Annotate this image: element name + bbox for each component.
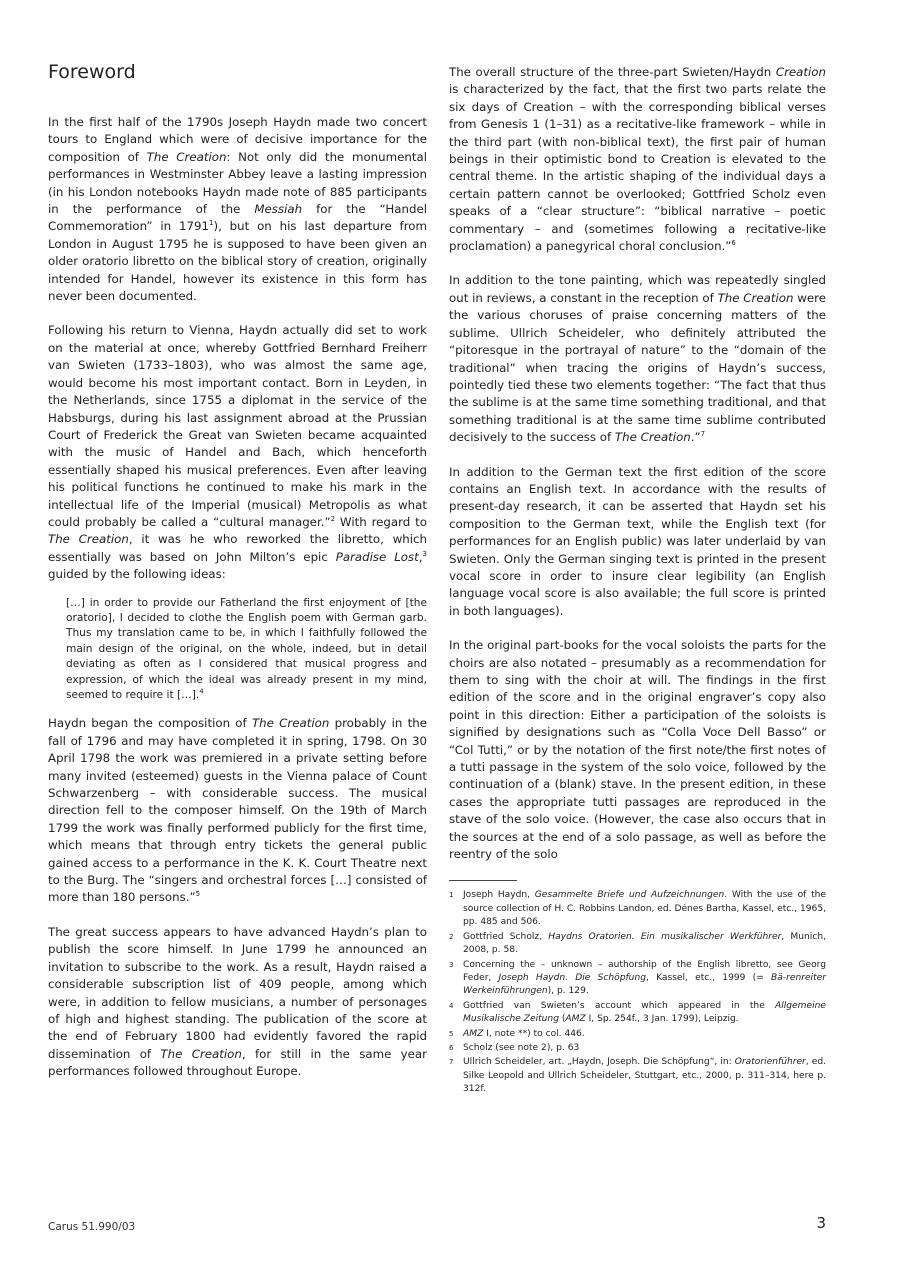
footnote: 6 Scholz (see note 2), p. 63	[449, 1042, 580, 1053]
footnote-ref: 7	[700, 430, 706, 439]
footnote-ref: 6	[731, 239, 736, 248]
footnote-ref: 1	[209, 219, 214, 228]
catalog-number: Carus 51.990/03	[48, 1221, 136, 1233]
footnote: 2 Gottfried Scholz, Haydns Oratorien. Ein musikalischer Werkführer, Munich, 2008, p. 58.	[449, 931, 826, 956]
footnote-ref: 3	[422, 549, 427, 558]
footnote-divider	[449, 880, 517, 881]
right-column	[449, 64, 826, 1098]
paragraph: In addition to the German text the first edition of the score contains an English text. In accordance with the results of present-day research, it can be asserted that Haydn set his composition to the German text, while the English text (for performances for an English public) was later underlaid by van Swieten. Only the German singing text is printed in the present vocal score in order to insure clear legibility (an English language vocal score is also available; the full score is printed in both languages).	[449, 464, 826, 618]
footnote: 7 Ullrich Scheideler, art. „Haydn, Joseph. Die Schöpfung“, in: Oratorienführer, ed. Silke Leopold and Ullrich Scheideler, Stuttgart, etc., 2000, p. 311–314, here p. 312f.	[449, 1057, 826, 1095]
footnote-ref: 2	[330, 515, 336, 524]
paragraph: In addition to the tone painting, which was repeatedly singled out in reviews, a constant in the reception of The Creation were the various choruses of praise concerning matters of the sublime. Ullrich Scheideler, who definitely attributed the “pitoresque in the portrayal of nature” to the “domain of the traditional” when tracing the origins of Haydn’s success, pointedly tied these two elements together: “The fact that thus the sublime is at the same time something traditional, and that something traditional is at the same time sublime contributed decisively to the success of The Creation.”$^7$	[449, 273, 826, 445]
paragraph: Following his return to Vienna, Haydn actually did set to work on the material at once, whereby Gottfried Bernhard Freiherr van Swieten (1733–1803), who was almost the same age, would become his most important contact. Born in Leyden, in the Netherlands, since 1755 a diplomat in the service of the Habsburgs, during his last assignment abroad at the Prussian Court of Frederick the Great van Swieten became acquainted with the music of Handel and Bach, which henceforth essentially shaped his musical preferences. Even after leaving his political functions he continued to make his mark in the intellectual life of the Imperial (musical) Metropolis as what could probably be called a “cultural manager.”$^2$ With regard to The Creation, it was he who reworked the libretto, which essentially was based on John Milton’s epic Paradise Lost,$^3$ guided by the following ideas:	[48, 323, 428, 582]
footnote-ref: 5	[195, 890, 201, 899]
footnote: 3 Concerning the – unknown – authorship of the English libretto, see Georg Feder, Joseph Haydn. Die Schöpfung, Kassel, etc., 1999 (= Bä-renreiter Werkeinführungen), p. 129.	[449, 959, 826, 997]
footnote-ref: 4	[199, 687, 204, 696]
footnotes	[449, 889, 826, 1096]
page-number: 3	[816, 1214, 826, 1232]
block-quote: […] in order to provide our Fatherland the first enjoyment of [the oratorio], I decided to clothe the English poem with German garb. Thus my translation came to be, in which I faithfully followed the main design of the original, on the whole, indeed, but in detail deviating as often as I considered that musical progress and expression, of which the ideal was already present in my mind, seemed to require it […].$^4$	[66, 596, 427, 701]
footnote: 1 Joseph Haydn, Gesammelte Briefe und Aufzeichnungen. With the use of the source collection of H. C. Robbins Landon, ed. Dénes Bartha, Kassel, etc., 1965, pp. 485 and 506.	[449, 890, 826, 928]
paragraph: The overall structure of the three-part Swieten/Haydn Creation is characterized by the fact, that the first two parts relate the six days of Creation – with the corresponding biblical verses from Genesis 1 (1–31) as a recitative-like framework – while in the third part (with non-biblical text), the first pair of human beings in their optimistic bond to Creation is elevated to the central theme. In the artistic shaping of the individual days a certain pattern cannot be overlooked; Gottfried Scholz even speaks of a “clear structure”: “biblical narrative – poetic commentary – and (sometimes following a recitative-like proclamation) a panegyrical choral conclusion.”$^6$	[449, 65, 826, 254]
paragraph: Haydn began the composition of The Creation probably in the fall of 1796 and may have completed it in spring, 1798. On 30 April 1798 the work was premiered in a private setting before many invited (esteemed) guests in the Vienna palace of Count Schwarzenberg – with considerable success. The musical direction fell to the composer himself. On the 19th of March 1799 the work was finally performed publicly for the first time, which means that through entry tickets the general public gained access to a performance in the K. K. Court Theatre next to the Burg. The “singers and orchestral forces […] consisted of more than 180 persons.”$^5$	[48, 716, 427, 905]
left-column	[48, 60, 427, 1098]
paragraph: The great success appears to have advanced Haydn’s plan to publish the score himself. In June 1799 he announced an invitation to subscribe to the work. As a result, Haydn raised a considerable subscription list of 409 people, among which were, in addition to fellow musicians, a number of personages of high and highest standing. The publication of the score at the end of February 1800 had evidently favored the rapid dissemination of The Creation, for still in the same year performances followed throughout Europe.	[48, 924, 427, 1079]
page-title: Foreword	[48, 61, 136, 83]
paragraph: In the first half of the 1790s Joseph Haydn made two concert tours to England which were of decisive importance for the composition of The Creation: Not only did the monumental performances in Westminster Abbey leave a lasting impression (in his London notebooks Haydn made note of 885 participants in the performance of the Messiah for the “Handel Commemoration” in 1791$^1$), but on his last departure from London in August 1795 he is supposed to have been given an older oratorio libretto on the biblical story of creation, originally intended for Handel, however its existence in this form has never been documented.	[48, 115, 427, 304]
paragraph: In the original part-books for the vocal soloists the parts for the choirs are also notated – presumably as a recommendation for them to sing with the choir at will. The findings in the first edition of the score and in the original engraver’s copy also point in this direction: Either a participation of the soloists is signified by designations such as “Colla Voce Dell Basso” or “Col Tutti,” or by the notation of the first note/the first notes of a tutti passage in the system of the solo voice, followed by the continuation of a (blank) stave. In the present edition, in these cases the appropriate tutti passages are reproduced in the stave of the solo voice. (However, the case also occurs that in the sources at the end of a solo passage, as well as before the reentry of the solo	[449, 638, 826, 862]
footnote: 4 Gottfried van Swieten’s account which appeared in the Allgemeine Musikalische Zeitung (AMZ I, Sp. 254f., 3 Jan. 1799), Leipzig.	[449, 1000, 826, 1025]
footnote: 5 AMZ I, note **) to col. 446.	[449, 1028, 585, 1039]
